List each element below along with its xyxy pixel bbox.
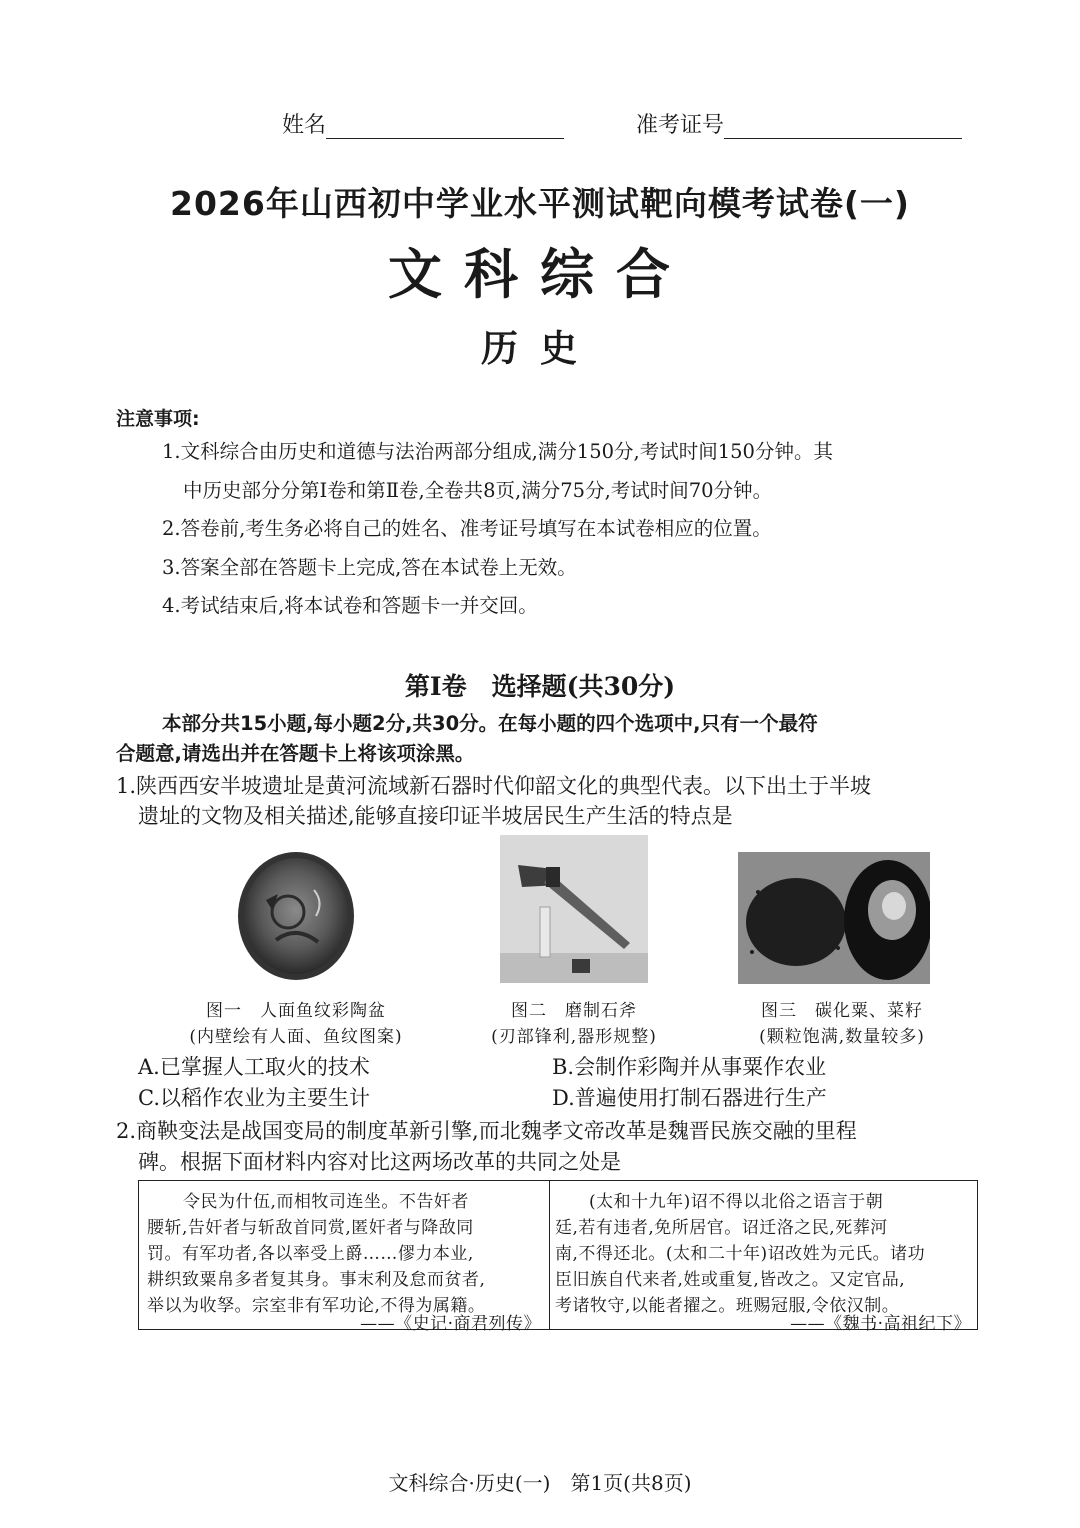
figure-3-caption: 图三 碳化粟、菜籽 [761,1001,923,1021]
name-underline[interactable] [326,116,564,139]
section-intro: 合题意,请选出并在答题卡上将该项涂黑。 [116,742,475,765]
figure-2-desc: (刃部锋利,器形规整) [491,1027,657,1047]
left-material-line: 耕织致粟帛多者复其身。事末利及怠而贫者, [147,1270,486,1290]
section-heading: 第Ⅰ卷 选择题(共30分) [404,672,676,701]
left-material-line: 举以为收孥。宗室非有军功论,不得为属籍。 [147,1296,486,1316]
right-material-line: 南,不得还北。(太和二十年)诏改姓为元氏。诸功 [555,1244,926,1264]
figure-3-desc: (颗粒饱满,数量较多) [759,1027,925,1047]
figure-1-desc: (内壁绘有人面、鱼纹图案) [189,1027,403,1047]
page-footer: 文科综合·历史(一) 第1页(共8页) [388,1471,692,1495]
figure-1-caption: 图一 人面鱼纹彩陶盆 [206,1001,386,1021]
option-c[interactable]: C.以稻作农业为主要生计 [138,1086,370,1110]
name-label: 姓名 [282,113,327,138]
question-1-stem: 遗址的文物及相关描述,能够直接印证半坡居民生产生活的特点是 [138,804,733,828]
right-material-line: 臣旧族自代来者,姓或重复,皆改之。又定官品, [555,1270,906,1290]
exam-title: 2026年山西初中学业水平测试靶向模考试卷(一) [169,184,910,223]
left-material-line: 罚。有军功者,各以率受上爵……僇力本业, [147,1244,474,1264]
right-material-line: 考诸牧守,以能者擢之。班赐冠服,令依汉制。 [555,1296,900,1316]
name-field[interactable] [282,108,564,139]
figure-2-caption: 图二 磨制石斧 [511,1001,637,1021]
table-divider [549,1181,550,1329]
figure-2-image [500,835,648,983]
figure-3-image [738,852,930,984]
notice-heading: 注意事项: [116,408,200,430]
exam-id-field[interactable] [636,108,962,139]
figure-1-image [236,850,356,982]
left-material-source: ——《史记·商君列传》 [360,1314,541,1334]
option-b[interactable]: B.会制作彩陶并从事粟作农业 [552,1055,827,1079]
notice-item: 1.文科综合由历史和道德与法治两部分组成,满分150分,考试时间150分钟。其 [162,440,833,463]
notice-item: 2.答卷前,考生务必将自己的姓名、准考证号填写在本试卷相应的位置。 [162,517,772,540]
left-material-line: 腰斩,告奸者与斩敌首同赏,匿奸者与降敌同 [147,1218,474,1238]
right-material-line: 廷,若有违者,免所居官。诏迁洛之民,死葬河 [555,1218,888,1238]
right-material-source: ——《魏书·高祖纪下》 [790,1314,971,1334]
question-1-stem: 1.陕西西安半坡遗址是黄河流域新石器时代仰韶文化的典型代表。以下出土于半坡 [116,774,872,798]
notice-item: 3.答案全部在答题卡上完成,答在本试卷上无效。 [162,556,577,579]
material-table [138,1180,978,1334]
subject-title: 文科综合 [388,243,692,306]
notice-item: 4.考试结束后,将本试卷和答题卡一并交回。 [162,594,538,617]
question-2-stem: 碑。根据下面材料内容对比这两场改革的共同之处是 [138,1150,621,1174]
question-2-stem: 2.商鞅变法是战国变局的制度革新引擎,而北魏孝文帝改革是魏晋民族交融的里程 [116,1119,857,1143]
left-material-line: 令民为什伍,而相牧司连坐。不告奸者 [183,1192,469,1212]
notice-item: 中历史部分分第Ⅰ卷和第Ⅱ卷,全卷共8页,满分75分,考试时间70分钟。 [183,479,773,502]
right-material-line: (太和十九年)诏不得以北俗之语言于朝 [589,1192,884,1212]
exam-id-label: 准考证号 [636,113,725,138]
option-a[interactable]: A.已掌握人工取火的技术 [138,1055,370,1079]
option-d[interactable]: D.普遍使用打制石器进行生产 [552,1086,827,1110]
subsubject-title: 历史 [481,327,599,370]
exam-id-underline[interactable] [724,116,962,139]
section-intro: 本部分共15小题,每小题2分,共30分。在每小题的四个选项中,只有一个最符 [162,712,818,735]
